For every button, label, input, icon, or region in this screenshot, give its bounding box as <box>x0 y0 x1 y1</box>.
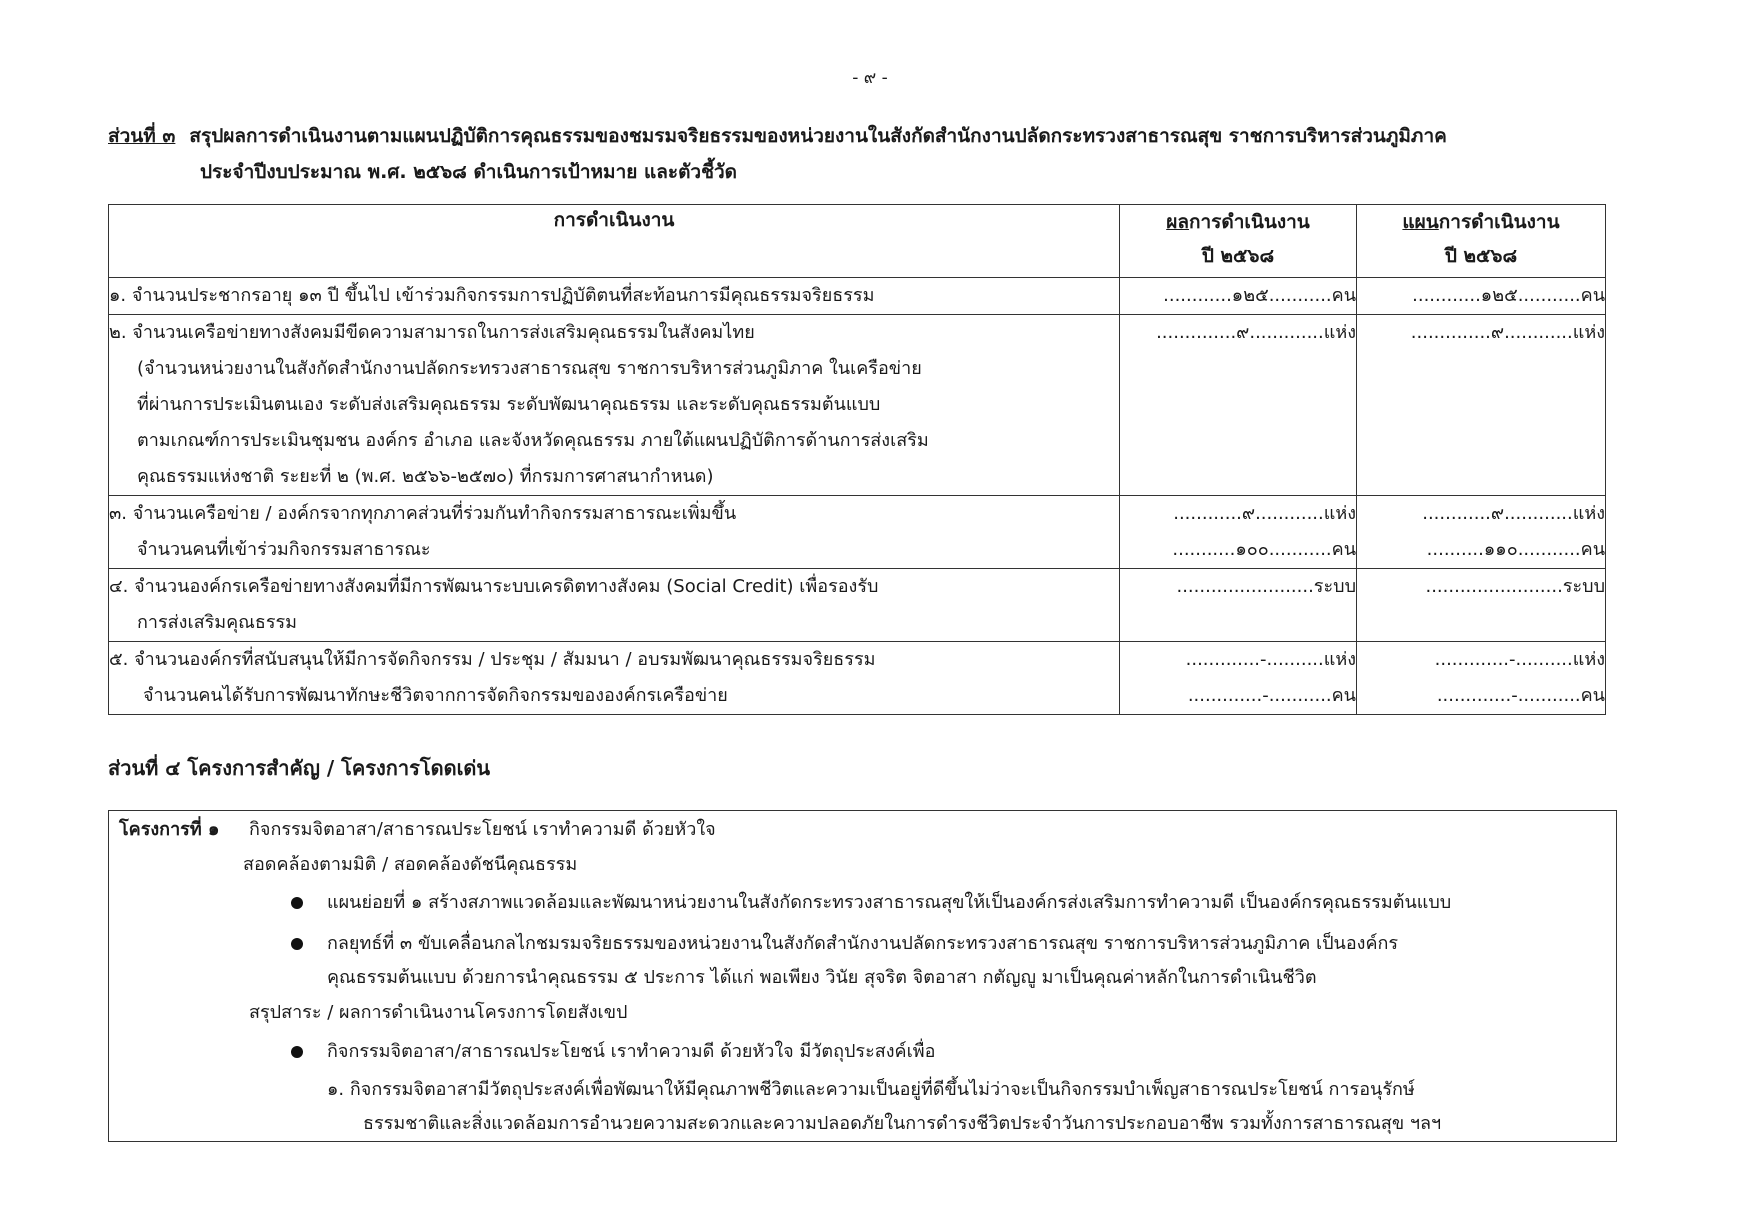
row5-plan-value1: .............-..........แห่ง <box>1434 649 1605 670</box>
row1-result <box>1120 278 1357 315</box>
table-row <box>109 496 1606 569</box>
section3-label: ส่วนที่ ๓ <box>108 125 176 147</box>
row2-line1: ๒. จำนวนเครือข่ายทางสังคมมีขีดความสามารถในการส่งเสริมคุณธรรมในสังคมไทย <box>109 322 755 343</box>
alignment-heading: สอดคล้องตามมิติ / สอดคล้องดัชนีคุณธรรม <box>243 854 578 875</box>
bullet-dot-icon <box>291 1046 303 1058</box>
header-plan-rest: การดำเนินงาน <box>1438 211 1560 233</box>
row3-activity <box>109 496 1120 569</box>
bullet-subplan: แผนย่อยที่ ๑ สร้างสภาพแวดล้อมและพัฒนาหน่วยงานในสังกัดกระทรวงสาธารณสุขให้เป็นองค์กรส่งเสริมการทำความดี เป็นองค์กรคุณธรรมต้นแบบ <box>327 892 1452 913</box>
section3-heading <box>108 118 1668 190</box>
header-activity <box>109 205 1120 278</box>
table-row <box>109 642 1606 715</box>
row2-line5: คุณธรรมแห่งชาติ ระยะที่ ๒ (พ.ศ. ๒๕๖๖-๒๕๗๐) ที่กรมการศาสนากำหนด) <box>137 466 714 487</box>
row2-line2: (จำนวนหน่วยงานในสังกัดสำนักงานปลัดกระทรวงสาธารณสุข ราชการบริหารส่วนภูมิภาค ในเครือข่าย <box>137 358 922 379</box>
row4-line2: การส่งเสริมคุณธรรม <box>137 612 298 633</box>
row5-result <box>1120 642 1357 715</box>
row2-activity <box>109 315 1120 496</box>
header-result <box>1120 205 1357 278</box>
summary-heading: สรุปสาระ / ผลการดำเนินงานโครงการโดยสังเขป <box>249 1002 628 1023</box>
results-table <box>108 204 1606 715</box>
row1-result-value: ............๑๒๕...........คน <box>1163 285 1356 306</box>
section3-title-line2: ประจำปีงบประมาณ พ.ศ. ๒๕๖๘ ดำเนินการเป้าหมาย และตัวชี้วัด <box>200 161 738 183</box>
section3-title-line1: สรุปผลการดำเนินงานตามแผนปฏิบัติการคุณธรรมของชมรมจริยธรรมของหน่วยงานในสังกัดสำนักงานปลัดกระทรวงสาธารณสุข ราชการบริหารส่วนภูมิภาค <box>189 125 1447 147</box>
table-row <box>109 278 1606 315</box>
header-result-rest: การดำเนินงาน <box>1188 211 1310 233</box>
row4-result <box>1120 569 1357 642</box>
row5-line2: จำนวนคนได้รับการพัฒนาทักษะชีวิตจากการจัดกิจกรรมขององค์กรเครือข่าย <box>143 685 728 706</box>
project-label: โครงการที่ ๑ <box>119 819 220 840</box>
row4-line1: ๔. จำนวนองค์กรเครือข่ายทางสังคมที่มีการพัฒนาระบบเครดิตทางสังคม (Social Credit) เพื่อรองรับ <box>109 576 879 597</box>
header-result-underlined: ผล <box>1166 211 1189 233</box>
row2-result <box>1120 315 1357 496</box>
item1-line1: ๑. กิจกรรมจิตอาสามีวัตถุประสงค์เพื่อพัฒนาให้มีคุณภาพชีวิตและความเป็นอยู่ที่ดีขึ้นไม่ว่าจะเป็นกิจกรรมบำเพ็ญสาธารณประโยชน์ การอนุรักษ์ <box>327 1079 1415 1100</box>
row5-result-value1: .............-..........แห่ง <box>1185 649 1356 670</box>
header-plan-underlined: แผน <box>1402 211 1439 233</box>
header-activity-label: การดำเนินงาน <box>553 209 675 231</box>
bullet-dot-icon <box>291 897 303 909</box>
bullet-strategy-line2: คุณธรรมต้นแบบ ด้วยการนำคุณธรรม ๕ ประการ ได้แก่ พอเพียง วินัย สุจริต จิตอาสา กตัญญู มาเป็นคุณค่าหลักในการดำเนินชีวิต <box>327 967 1317 988</box>
row4-plan <box>1357 569 1606 642</box>
row3-result <box>1120 496 1357 569</box>
row4-activity <box>109 569 1120 642</box>
row2-line3: ที่ผ่านการประเมินตนเอง ระดับส่งเสริมคุณธรรม ระดับพัฒนาคุณธรรม และระดับคุณธรรมต้นแบบ <box>137 394 881 415</box>
bullet-activity: กิจกรรมจิตอาสา/สาธารณประโยชน์ เราทำความดี ด้วยหัวใจ มีวัตถุประสงค์เพื่อ <box>327 1041 936 1062</box>
header-result-year: ปี ๒๕๖๘ <box>1201 245 1275 267</box>
row2-result-value: ..............๙.............แห่ง <box>1156 322 1356 343</box>
row5-plan-value2: .............-...........คน <box>1436 685 1605 706</box>
project-name: กิจกรรมจิตอาสา/สาธารณประโยชน์ เราทำความดี ด้วยหัวใจ <box>249 819 716 840</box>
item1-line2: ธรรมชาติและสิ่งแวดล้อมการอำนวยความสะดวกและความปลอดภัยในการดำรงชีวิตประจำวันการประกอบอาชีพ รวมทั้งการสาธารณสุข ฯลฯ <box>363 1113 1442 1134</box>
row2-plan <box>1357 315 1606 496</box>
section4-title: ส่วนที่ ๔ โครงการสำคัญ / โครงการโดดเด่น <box>108 756 491 780</box>
row3-plan-value1: ............๙............แห่ง <box>1422 503 1605 524</box>
row3-plan <box>1357 496 1606 569</box>
row3-line1: ๓. จำนวนเครือข่าย / องค์กรจากทุกภาคส่วนที่ร่วมกันทำกิจกรรมสาธารณะเพิ่มขึ้น <box>109 503 737 524</box>
bullet-dot-icon <box>291 938 303 950</box>
row5-line1: ๕. จำนวนองค์กรที่สนับสนุนให้มีการจัดกิจกรรม / ประชุม / สัมมนา / อบรมพัฒนาคุณธรรมจริยธรรม <box>109 649 876 670</box>
row1-plan <box>1357 278 1606 315</box>
row5-activity <box>109 642 1120 715</box>
project-box <box>108 810 1617 1142</box>
row3-line2: จำนวนคนที่เข้าร่วมกิจกรรมสาธารณะ <box>137 539 431 560</box>
row1-line1: ๑. จำนวนประชากรอายุ ๑๓ ปี ขึ้นไป เข้าร่วมกิจกรรมการปฏิบัติตนที่สะท้อนการมีคุณธรรมจริยธรรม <box>109 285 875 306</box>
page-number: - ๙ - <box>852 68 888 88</box>
row2-line4: ตามเกณฑ์การประเมินชุมชน องค์กร อำเภอ และจังหวัดคุณธรรม ภายใต้แผนปฏิบัติการด้านการส่งเสริม <box>137 430 929 451</box>
row2-plan-value: ..............๙............แห่ง <box>1410 322 1605 343</box>
header-plan-year: ปี ๒๕๖๘ <box>1444 245 1518 267</box>
bullet-strategy-line1: กลยุทธ์ที่ ๓ ขับเคลื่อนกลไกชมรมจริยธรรมของหน่วยงานในสังกัดสำนักงานปลัดกระทรวงสาธารณสุข ราชการบริหารส่วนภูมิภาค เป็นองค์กร <box>327 933 1399 954</box>
row1-plan-value: ............๑๒๕...........คน <box>1412 285 1605 306</box>
row4-result-value: ........................ระบบ <box>1176 576 1356 597</box>
row5-result-value2: .............-...........คน <box>1187 685 1356 706</box>
row5-plan <box>1357 642 1606 715</box>
table-header-row <box>109 205 1606 278</box>
header-plan <box>1357 205 1606 278</box>
table-row <box>109 569 1606 642</box>
row4-plan-value: ........................ระบบ <box>1425 576 1605 597</box>
row1-activity <box>109 278 1120 315</box>
row3-plan-value2: ..........๑๑๐...........คน <box>1426 539 1605 560</box>
table-row <box>109 315 1606 496</box>
row3-result-value1: ............๙............แห่ง <box>1173 503 1356 524</box>
row3-result-value2: ...........๑๐๐...........คน <box>1172 539 1356 560</box>
